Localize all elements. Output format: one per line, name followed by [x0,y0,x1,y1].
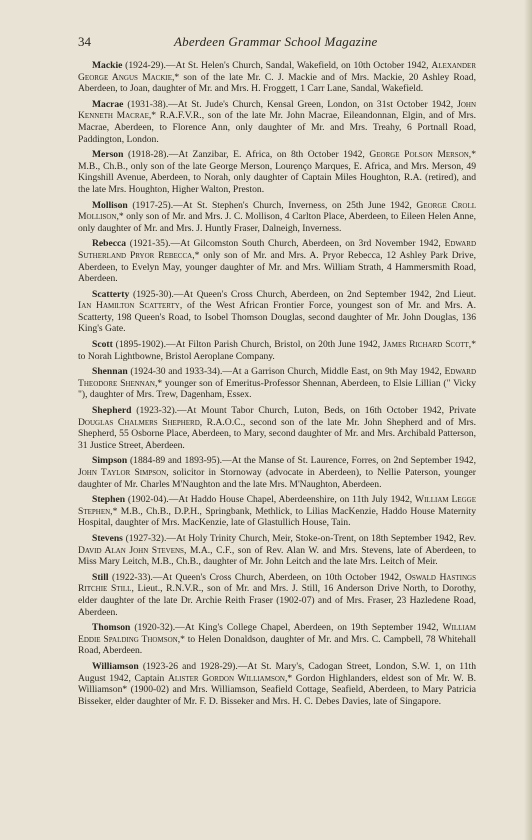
notice-surname: Stephen [92,494,126,506]
marriage-notice [78,289,476,335]
notice-text: of the West African Frontier Force, youngest son of Mr. and Mrs. A. Scatterty, 198 Queen's Road, to Isobel Thomson Douglas, second daughter of Mr. John Douglas, 136 King's Gate. [78,300,477,335]
notice-text: * Gordon Highlanders, eldest son of Mr. W. B. Williamson* (1900-02) and Mrs. Williamson, Seafield Cottage, Seafield, Aberdeen, to Mary Patricia Bisseker, elder daughter of Mr. F. D. Bisseker and Mrs. H. C. Debes Davies, late of Singapore. [78,672,477,707]
notice-text: (1931-38).—At St. Jude's Church, Kensal Green, London, on 31st October 1942, [123,98,458,110]
notice-text: (1923-32).—At Mount Tabor Church, Luton, Beds, on 16th October 1942, Private [131,405,476,417]
marriage-notice [78,366,476,401]
notice-text: (1884-89 and 1893-95).—At the Manse of St. Laurence, Forres, on 2nd September 1942, [127,455,476,467]
marriage-notice [78,661,476,707]
notice-text: * son of the late Mr. C. J. Mackie and of Mrs. Mackie, 20 Ashley Road, Aberdeen, to Joan, daughter of Mr. and Mrs. H. Froggett, 1 Carr Lane, Sandal, Wakefield. [78,71,476,95]
notice-text: (1920-32).—At King's College Chapel, Aberdeen, on 19th September 1942, [130,622,443,634]
notice-groom-name: George Polson Merson, [369,149,472,161]
notice-text: (1924-29).—At St. Helen's Church, Sandal, Wakefield, on 10th October 1942, [122,60,432,71]
marriage-notice [78,405,476,451]
notice-groom-name: George Croll Mollison, [78,199,476,223]
notice-text: (1925-30).—At Queen's Cross Church, Aberdeen, on 2nd September 1942, 2nd Lieut. [129,288,476,300]
marriage-notice [78,149,476,195]
notice-text: Lieut., R.N.V.R., son of Mr. and Mrs. J. Still, 16 Anderson Drive North, to Dorothy, elder daughter of the late Dr. Archie Reith Fraser (1902-07) and of Mrs. Fraser, 23 Hazledene Road, Aberdeen. [78,583,476,618]
marriage-notice [78,533,476,568]
notice-surname: Shepherd [92,405,132,417]
notice-text: (1902-04).—At Haddo House Chapel, Aberdeenshire, on 11th July 1942, [125,494,416,506]
page-edge-shadow [524,0,532,840]
marriage-notices [78,60,476,707]
notice-text: (1918-28).—At Zanzibar, E. Africa, on 8th October 1942, [123,149,370,161]
notice-surname: Shennan [92,366,128,378]
notice-surname: Simpson [92,455,128,467]
notice-groom-name: Edward Theodore Shennan, [78,366,476,389]
marriage-notice [78,455,476,490]
notice-text: M.A., C.F., son of Rev. Alan W. and Mrs. Stevens, late of Aberdeen, to Miss Mary Leitch, M.B., Ch.B., daughter of Mr. John Leitch and the late Mrs. Leitch of Meir. [78,544,477,568]
notice-text: (1917-25).—At St. Stephen's Church, Inverness, on 25th June 1942, [127,199,417,211]
notice-text: * M.B., Ch.B., only son of the late George Merson, Lourenço Marques, E. Africa, and Mrs. Merson, 49 Kingshill Avenue, Aberdeen, to Norah, only daughter of Captain Miles Houghton, R.A. (retired), and the late Mrs. Houghton, Higher Walton, Preston. [78,149,476,195]
notice-surname: Scatterty [92,288,130,300]
notice-groom-name: William Eddie Spalding Thomson, [78,622,476,645]
notice-groom-name: James Richard Scott, [383,339,472,351]
notice-surname: Stevens [92,532,123,544]
notice-groom-name: Edward Sutherland Pryor Rebecca, [78,238,476,261]
notice-groom-name: Ian Hamilton Scatterty, [78,300,183,312]
notice-text: (1927-32).—At Holy Trinity Church, Meir, Stoke-on-Trent, on 18th September 1942, Rev. [122,532,476,544]
marriage-notice [78,622,476,657]
notice-surname: Scott [92,339,113,351]
notice-groom-name: Oswald Hastings Ritchie Still, [78,571,476,595]
marriage-notice [78,494,476,529]
notice-surname: Williamson [92,660,139,672]
marriage-notice [78,572,476,618]
notice-groom-name: Douglas Chalmers Shepherd, [78,416,203,428]
page-number: 34 [78,34,91,49]
notice-groom-name: Alexander George Angus Mackie, [78,60,476,83]
notice-text: (1924-30 and 1933-34).—At a Garrison Church, Middle East, on 9th May 1942, [127,366,445,378]
notice-text: * younger son of Emeritus-Professor Shennan, Aberdeen, to Elsie Lillian (" Vicky "), daughter of Mrs. Trew, Dagenham, Essex. [78,377,476,401]
notice-text: * M.B., Ch.B., D.P.H., Springbank, Methlick, to Lilias MacKenzie, Haddo House Maternity Hospital, daughter of Mrs. MacKenzie, late of Glastullich House, Tain. [78,505,476,529]
notice-surname: Macrae [92,98,124,110]
marriage-notice [78,99,476,145]
notice-text: * to Helen Donaldson, daughter of Mr. and Mrs. C. Campbell, 78 Whitehall Road, Aberdeen. [78,633,476,657]
notice-text: solicitor in Stornoway (advocate in Aberdeen), to Nellie Paterson, younger daughter of Mr. Charles M'Naughton and the late Mrs. M'Naughton, Aberdeen. [78,467,476,490]
notice-surname: Mollison [92,199,128,211]
notice-text: (1921-35).—At Gilcomston South Church, Aberdeen, on 3rd November 1942, [126,238,445,250]
notice-text: (1895-1902).—At Filton Parish Church, Bristol, on 20th June 1942, [112,339,384,351]
notice-surname: Rebecca [92,238,127,250]
notice-groom-name: John Taylor Simpson, [78,467,169,478]
notice-groom-name: Alister Gordon Williamson, [167,672,288,684]
notice-text: * only son of Mr. and Mrs. A. Pryor Rebecca, 12 Ashley Park Drive, Aberdeen, to Evelyn May, younger daughter of Mr. and Mrs. William Strath, 4 Hammersmith Road, Aberdeen. [78,249,476,285]
notice-groom-name: John Kenneth Macrae, [78,98,476,122]
notice-text: * R.A.F.V.R., son of the late Mr. John Macrae, Eileandonnan, Elgin, and of Mrs. Macrae, Aberdeen, to Florence Ann, only daughter of Mr. and Mrs. Treahy, 6 Portnall Road, Paddington, London. [78,110,476,145]
page-header [78,34,476,56]
notice-groom-name: William Legge Stephen, [78,494,476,517]
notice-surname: Merson [92,149,124,161]
notice-text: R.A.O.C., second son of the late Mr. John Shepherd and of Mrs. Shepherd, 55 Osborne Place, Aberdeen, to Mary, second daughter of Mr. and Mrs. Archibald Patterson, 31 Justice Street, Aberdeen. [78,416,477,451]
notice-groom-name: David Alan John Stevens, [78,544,187,556]
marriage-notice [78,200,476,235]
notice-text: * to Norah Lightbowne, Bristol Aeroplane Company. [78,339,476,362]
notice-surname: Thomson [92,622,131,634]
marriage-notice [78,238,476,284]
notice-text: (1923-26 and 1928-29).—At St. Mary's, Cadogan Street, London, S.W. 1, on 11th August 1942, Captain [78,660,476,684]
notice-surname: Still [92,571,109,583]
notice-text: * only son of Mr. and Mrs. J. C. Mollison, 4 Carlton Place, Aberdeen, to Eileen Helen Anne, only daughter of Mr. and Mrs. J. Huntly Fraser, Dalneigh, Inverness. [78,211,476,234]
marriage-notice [78,339,476,362]
notice-surname: Mackie [92,60,123,71]
notice-text: (1922-33).—At Queen's Cross Church, Aberdeen, on 10th October 1942, [108,571,405,583]
marriage-notice [78,60,476,95]
running-title: Aberdeen Grammar School Magazine [174,34,378,49]
